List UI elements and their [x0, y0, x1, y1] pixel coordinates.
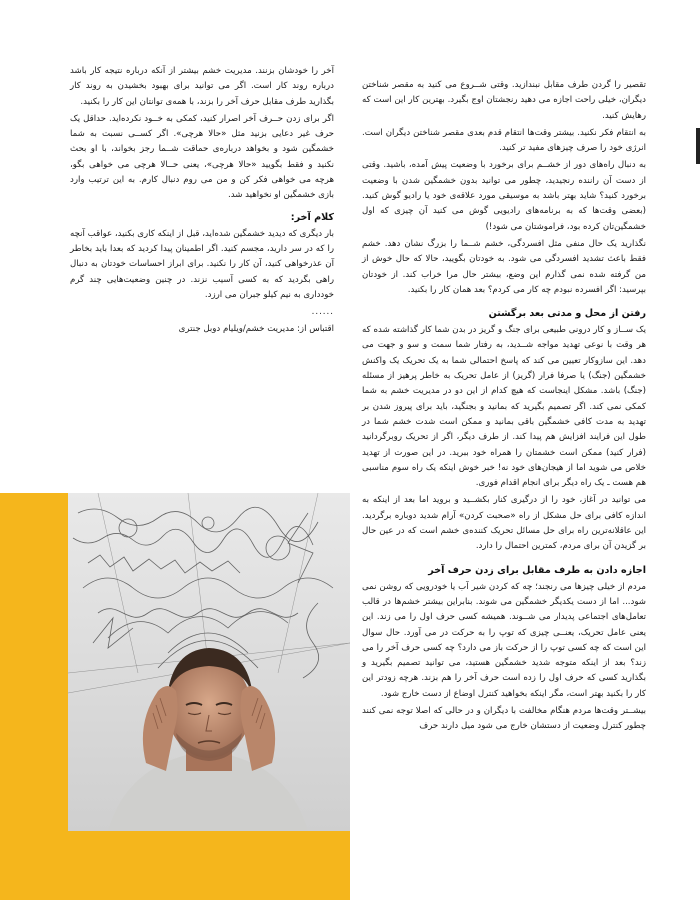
paragraph: بار دیگری که دیدید خشمگین شده‌اید، قبل از اینکه کاری بکنید، عواقب آنچه را که در سر دارید، مجسم کنید. اگر اطمینان پیدا کردید که بعدا باید بخاطر آن عذرخواهی کنید، آن کار را نکنید. برای ابراز احساسات خودتان به دنبال راهی بگردید که به کسی آسیب نزند. در چنین وضعیت‌هایی چند گرم خودداری به نیم کیلو جبران می ارزد. — [70, 228, 334, 300]
paragraph: یک ســاز و کار درونی طبیعی برای جنگ و گریز در بدن شما کار گذاشته شده که هر وقت با نوعی تهدید مواجه شــدید، به رفتار شما سمت و سو و جهت می دهد. این سازوکار تعیین می کند که پاسخ احتمالی شما به یک تحریک یک واکنش خشمگین (جنگ) یا صرفا فرار (گریز) از عامل تحریک به خاطر پرهیز از مسئله (جنگ) باشد. مشکل اینجاست که هیچ کدام از این دو در مدیریت خشم به شما کمکی نمی کند. اگر تصمیم بگیرید که بمانید و بجنگید، باید برای پیروز شدن بر تهدید به مدت کافی خشمگین باقی بمانید و ممکن است شدت خشم شما در طول این فرایند افزایش هم پیدا کند. از طرف دیگر، اگر از تحریک روبرگردانید (فرار کنید) ممکن است خشمتان را همراه خود ببرید. در این صورت از تهدید خلاص می شوید اما از هیجان‌های خود نه! خبر خوش اینکه یک راه سوم مناسبی هم هست ـ یک راه دیگر برای انجام اقدام فوری. — [362, 325, 646, 489]
paragraph: تقصیر را گردن طرف مقابل نبندازید. وقتی شــروع می کنید به مقصر شناختن دیگران، خیلی راحت اجازه می دهید رنجشتان اوج بگیرد. بهترین کار این است که رهایش کنید. — [362, 80, 646, 121]
paragraph: می توانید در آغاز، خود را از درگیری کنار بکشــید و بروید اما بعد از اینکه به اندازه کافی برای حل مشکل از راه «صحبت کردن» آرام شدید دوباره برگردید. این عاقلانه‌ترین راه برای حل مسائل تحریک کننده‌ی خشم است که در عین حال بر گزیدن آن برای مردم، کمترین احتمال را دارد. — [362, 495, 646, 552]
paragraph: مردم از خیلی چیزها می رنجند؛ چه که کردن شیر آب یا خودرویی که روشن نمی شود... اما از دست یکدیگر خشمگین می شوند. بنابراین بیشتر خشم‌ها در قالب تعامل‌های اجتماعی پدیدار می شــوند. همیشه کسی حرف اول را می زند. این یعنی عامل تحریک، یعنــی چیزی که توپ را به حرکت در می آورد. حال سوال این است که چه کسی توپ را از حرکت باز می دارد؟ چه کسی حرف آخر را می زند؟ بعد از اینکه متوجه شدید خشمگین هستید، می توانید تصمیم بگیرید و بگذارید کسی که حرف اول را زده است حرف آخر را هم بزند. هرچه زودتر این کار را بکنید بهتر است، مگر اینکه بخواهید کنترل اوضاع از دست خارج شود. — [362, 581, 646, 699]
paragraph: نگذارید یک حال منفی مثل افسردگی، خشم شــما را بزرگ نشان دهد. خشم فقط باعث تشدید افسردگی می شود. به خودتان بگویید، حالا که حال خوش از من گرفته شده نمی گذارم این وضع، بیشتر حال مرا خراب کند. از خودتان بپرسید: اگر افسرده نبودم چه کار می کردم؟ بعد همان کار را بکنید. — [362, 238, 646, 295]
section-heading-leave-and-return: رفتن از محل و مدتی بعد برگشتن — [488, 308, 646, 320]
final-word-heading: کلام آخر: — [290, 211, 334, 223]
right-column — [362, 78, 646, 737]
paragraph: آخر را خودشان بزنند. مدیریت خشم بیشتر از آنکه درباره نتیجه کار باشد درباره روند کار است. اگر می توانید برای بهبود بخشیدن به روند کار بگذارید طرف مقابل حرف آخر را بزند، با همه‌ی توانتان این کار را بکنید. — [70, 66, 334, 107]
section-heading-last-word: اجازه دادن به طرف مقابل برای زدن حرف آخر — [428, 564, 646, 576]
paragraph: اگر برای زدن حــرف آخر اصرار کنید، کمکی به خــود نکرده‌اید. حداقل یک حرف غیر دعایی بزنید مثل «حالا هرچی». اگر کســی نسبت به شما خشمگین شود و بخواهد درباره‌ی حماقت شــما رجز بخواند، با او بحث نکنید و فقط بگویید «حالا هرچی»، یعنی حــالا هرچی می خواهی بگو، هرچه می خواهی فکر کن و من می روم دنبال کارم. به این ترتیب وارد بازی خشمگین او نخواهید شد. — [70, 113, 334, 201]
stressed-man-photo — [68, 493, 350, 831]
separator-dots: ...... — [311, 307, 334, 318]
source-credit: اقتباس از: مدیریت خشم/ویلیام دوبل جنتری — [178, 324, 334, 335]
page-edge-marker — [696, 128, 700, 164]
paragraph: بیشــتر وقت‌ها مردم هنگام مخالفت با دیگران و در حالی که اصلا توجه نمی کنند چطور کنترل وضعیت از دستشان خارج می شود میل دارند حرف — [362, 705, 646, 732]
paragraph: به انتقام فکر نکنید. بیشتر وقت‌ها انتقام قدم بعدی مقصر شناختن دیگران است. انرژی خود را صرف چیزهای مفید تر کنید. — [362, 127, 646, 154]
left-column — [70, 64, 334, 340]
paragraph: به دنبال راه‌های دور از خشــم برای برخورد با وضعیت پیش آمده، باشید. وقتی از دست آن راننده رنجیدید، چطور می توانید بدون خشمگین شدن با وضعیت برخورد کنید؟ شاید بهتر باشد به موسیقی مورد علاقه‌ی خود یا رادیو گوش کنید. (بعضی وقت‌ها که به برنامه‌های رادیویی گوش می کنید آن چیزی که اول خشمگین‌تان کرده بود، فراموشتان می شود!) — [362, 160, 646, 232]
